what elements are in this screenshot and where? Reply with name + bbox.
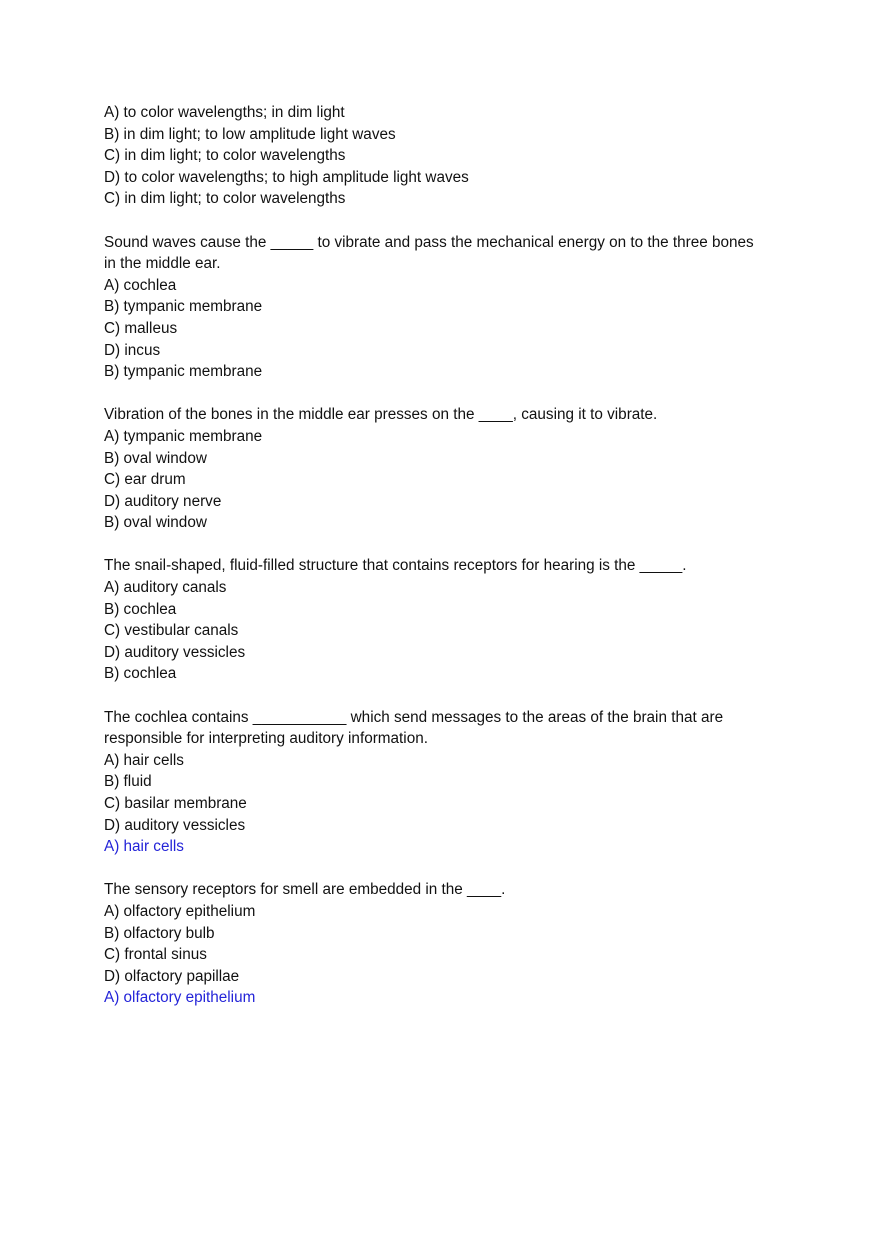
correct-answer: B) cochlea xyxy=(104,665,177,683)
question-text: The cochlea contains ___________ which send messages to the areas of the brain that are xyxy=(104,708,724,726)
answer-option: B) fluid xyxy=(104,773,152,791)
question-block xyxy=(104,232,754,383)
question-block xyxy=(104,102,754,210)
question-block xyxy=(104,404,754,534)
answer-option: B) in dim light; to low amplitude light waves xyxy=(104,125,396,143)
question-text: Vibration of the bones in the middle ear presses on the ____, causing it to vibrate. xyxy=(104,406,658,424)
correct-answer: A) olfactory epithelium xyxy=(104,989,256,1007)
question-block xyxy=(104,555,754,685)
answer-option: C) in dim light; to color wavelengths xyxy=(104,147,346,165)
answer-option: C) vestibular canals xyxy=(104,622,239,640)
answer-option: A) tympanic membrane xyxy=(104,427,263,445)
answer-option: D) auditory vessicles xyxy=(104,643,246,661)
answer-option: A) to color wavelengths; in dim light xyxy=(104,104,345,121)
answer-option: C) basilar membrane xyxy=(104,795,247,812)
answer-option: C) frontal sinus xyxy=(104,946,207,964)
answer-option: D) to color wavelengths; to high amplitude light waves xyxy=(104,168,469,186)
answer-option: A) auditory canals xyxy=(104,579,227,597)
question-block xyxy=(104,879,754,1009)
question-text: Sound waves cause the _____ to vibrate and pass the mechanical energy on to the three bones xyxy=(104,233,754,251)
answer-option: D) auditory nerve xyxy=(104,492,222,510)
document-page xyxy=(104,102,754,1031)
answer-option: B) oval window xyxy=(104,449,207,467)
question-text: responsible for interpreting auditory information. xyxy=(104,730,428,748)
answer-option: D) incus xyxy=(104,341,161,359)
answer-option: D) auditory vessicles xyxy=(104,816,246,834)
question-text: The snail-shaped, fluid-filled structure that contains receptors for hearing is the _____. xyxy=(104,557,687,575)
answer-option: D) olfactory papillae xyxy=(104,967,240,985)
answer-option: C) ear drum xyxy=(104,471,186,489)
answer-option: A) olfactory epithelium xyxy=(104,902,256,920)
answer-option: B) olfactory bulb xyxy=(104,924,215,942)
question-block xyxy=(104,707,754,858)
correct-answer: B) tympanic membrane xyxy=(104,363,263,381)
correct-answer: B) oval window xyxy=(104,514,207,532)
correct-answer: C) in dim light; to color wavelengths xyxy=(104,190,346,208)
answer-option: A) hair cells xyxy=(104,751,184,769)
answer-option: C) malleus xyxy=(104,319,178,337)
correct-answer: A) hair cells xyxy=(104,838,184,856)
answer-option: B) tympanic membrane xyxy=(104,298,263,316)
question-text: The sensory receptors for smell are embedded in the ____. xyxy=(104,881,506,899)
answer-option: B) cochlea xyxy=(104,600,177,618)
question-text: in the middle ear. xyxy=(104,255,221,273)
answer-option: A) cochlea xyxy=(104,276,177,294)
